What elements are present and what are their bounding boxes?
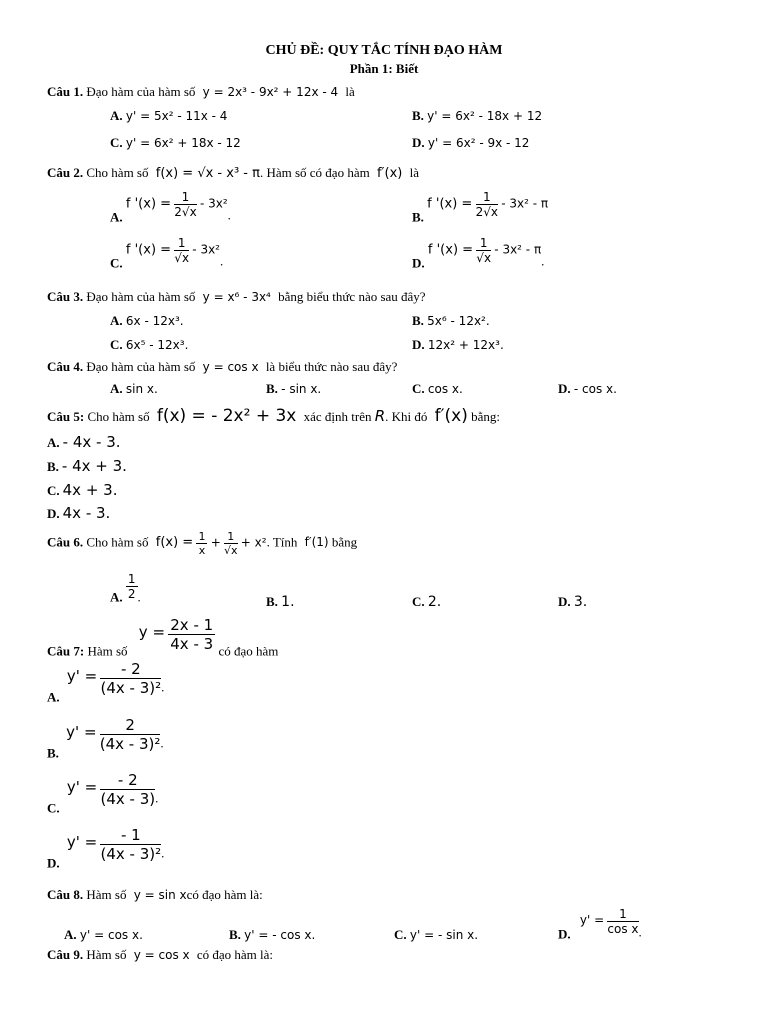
option-c[interactable] [412,381,463,397]
question-term: + x² [240,535,267,550]
question-formula: y = sin x [133,888,187,902]
option-label: B. [266,594,278,609]
option-label: A. [110,209,123,225]
fraction-denominator: 4x - 3 [170,635,214,653]
question-derivative: f′(x) [434,406,468,426]
question-label: Câu 2. [47,165,84,180]
option-label: A. [47,435,60,450]
fraction-numerator: - 2 [100,660,161,679]
option-value: y' = - cos x. [244,928,316,942]
question-text: Hàm số [87,643,128,659]
question-derivative: f′(x) [376,166,403,181]
question-text: Đạo hàm của hàm số [86,84,196,99]
question-label: Câu 8. [47,887,84,902]
option-c[interactable] [110,135,241,151]
option-lhs: y' = [66,723,97,742]
question-suffix: có đạo hàm [218,643,279,659]
option-label: D. [412,135,425,150]
option-label: C. [47,483,60,498]
fraction-denominator: √x [174,251,190,265]
question-text: Cho hàm số [87,409,150,424]
fraction [476,236,491,265]
question-label: Câu 6. [47,534,84,550]
question-formula: y = 2x³ - 9x² + 12x - 4 [202,85,339,99]
option-rest: - 3x² - π [501,196,549,211]
option-a[interactable] [64,927,143,943]
option-lhs: y' = [66,667,98,686]
option-value: - 4x - 3. [62,433,121,451]
option-d[interactable] [412,337,504,353]
option-c[interactable] [412,594,441,610]
fraction-denominator: √x [224,544,238,557]
option-lhs: y' = [579,913,605,928]
fraction [174,190,196,219]
option-c[interactable] [110,337,188,353]
fraction [100,771,155,808]
option-lhs: y' = [66,833,98,852]
option-d[interactable] [47,826,164,871]
option-label: D. [558,381,571,396]
option-lhs: f '(x) = [125,196,172,212]
option-value: y' = 5x² - 11x - 4 [125,109,228,123]
option-label: C. [47,800,60,816]
option-b[interactable] [412,108,542,124]
option-end: . [161,845,165,861]
fraction-numerator: 1 [174,190,196,205]
question-9 [47,947,273,963]
option-label: A. [64,927,77,942]
fraction-numerator: - 1 [100,826,161,845]
question-suffix: bằng biểu thức nào sau đây? [278,289,426,304]
fraction-denominator: (4x - 3)² [99,735,161,753]
option-value: - cos x. [573,382,617,396]
fraction [99,716,164,753]
fraction-numerator: - 2 [100,771,155,790]
fraction-denominator: 2√x [174,205,197,219]
option-value: y' = - sin x. [409,928,479,942]
option-label: B. [47,459,59,474]
option-value: 2. [427,594,442,610]
fraction-denominator: x [198,544,206,557]
question-suffix: là biểu thức nào sau đây? [265,359,398,374]
option-label: C. [110,255,123,271]
option-d[interactable] [558,594,587,610]
option-a[interactable] [110,572,141,605]
question-suffix: là [345,84,355,99]
option-rest: - 3x² [192,242,220,257]
question-formula: y = x⁶ - 3x⁴ [202,290,271,304]
option-value: 4x - 3. [62,504,111,522]
question-mid: . Hàm số có đạo hàm [259,165,370,180]
option-d[interactable] [412,135,529,151]
option-b[interactable] [47,457,127,475]
fraction [476,190,498,219]
fraction [168,616,215,653]
fraction [196,530,207,557]
option-b[interactable] [266,381,321,397]
option-c[interactable] [394,927,478,943]
question-label: Câu 3. [47,289,84,304]
fraction-numerator: 2x - 1 [170,616,214,634]
option-b[interactable] [412,313,490,329]
question-mid2: . Khi đó [385,409,428,424]
option-label: D. [558,926,571,942]
question-text: Cho hàm số [86,534,149,550]
option-end: . [220,253,224,269]
option-value: y' = 6x² + 18x - 12 [125,136,241,150]
option-label: D. [47,506,60,521]
option-value: 12x² + 12x³. [427,338,504,352]
fraction [100,826,161,863]
option-label: C. [394,927,407,942]
option-label: A. [110,381,123,396]
question-label: Câu 5: [47,409,85,424]
option-a[interactable] [110,108,227,124]
option-label: A. [110,108,123,123]
option-value: 6x - 12x³. [125,314,184,328]
fraction-numerator: 1 [476,190,498,205]
option-a[interactable] [47,433,121,451]
fraction-numerator: 2 [100,716,161,735]
fraction-denominator: √x [476,251,492,265]
question-lhs: f(x) = [155,535,194,551]
option-end: . [227,207,231,223]
question-2 [47,165,419,181]
option-a[interactable] [110,190,231,225]
fraction [100,660,161,697]
option-value: 1. [281,594,295,610]
question-3 [47,289,426,305]
question-formula: y = cos x [202,360,259,374]
option-label: D. [412,337,425,352]
question-5 [47,406,500,426]
option-value: y' = 6x² - 9x - 12 [427,136,530,150]
question-label: Câu 7: [47,643,85,659]
fraction-denominator: (4x - 3) [100,790,156,808]
question-suffix: có đạo hàm là: [196,947,274,962]
option-label: C. [110,337,123,352]
fraction [607,907,638,936]
option-label: B. [412,209,424,225]
option-value: y' = cos x. [79,928,143,942]
option-label: C. [412,594,425,609]
option-value: - sin x. [281,382,322,396]
option-end: . [541,253,545,269]
fraction-denominator: cos x [607,922,639,936]
question-lhs: y = [138,623,166,642]
question-label: Câu 4. [47,359,84,374]
option-value: cos x. [427,382,463,396]
question-text: Đạo hàm của hàm số [86,289,196,304]
option-label: A. [110,589,123,605]
option-value: y' = 6x² - 18x + 12 [427,109,543,123]
option-label: B. [266,381,278,396]
option-c[interactable] [47,771,158,816]
page-title: CHỦ ĐỀ: QUY TẮC TÍNH ĐẠO HÀM [265,43,503,58]
question-text: Hàm số [86,887,127,902]
option-value: 3. [573,594,588,610]
option-label: B. [47,745,59,761]
option-a[interactable] [110,313,184,329]
question-suffix: có đạo hàm là: [186,887,263,902]
question-1 [47,84,355,100]
option-a[interactable] [47,660,164,705]
option-lhs: f '(x) = [427,242,474,258]
fraction-numerator: 1 [607,907,638,922]
question-4 [47,359,397,375]
question-formula: f(x) = √x - x³ - π [155,166,260,181]
fraction [174,236,189,265]
option-label: D. [47,855,60,871]
option-c[interactable] [110,236,223,271]
option-value: - 4x + 3. [61,457,127,475]
option-end: . [160,735,164,751]
question-suffix: bằng: [471,409,500,424]
option-label: C. [110,135,123,150]
fraction-numerator: 1 [127,572,136,586]
question-suffix: bằng [331,534,358,550]
question-text: Cho hàm số [86,165,149,180]
question-label: Câu 9. [47,947,84,962]
fraction-numerator: 1 [476,236,491,251]
question-formula: y = cos x [133,948,190,962]
option-value: 5x⁶ - 12x². [427,314,490,328]
option-label: B. [412,313,424,328]
option-b[interactable] [412,190,548,225]
question-formula: f(x) = - 2x² + 3x [156,406,297,426]
fraction [224,530,238,557]
fraction-numerator: 1 [224,530,238,544]
question-mid: xác định trên [303,409,372,424]
option-label: D. [558,594,571,609]
option-label: D. [412,255,425,271]
option-lhs: f '(x) = [125,242,172,258]
fraction-denominator: (4x - 3)² [100,679,162,697]
option-label: A. [110,313,123,328]
question-7 [47,616,278,659]
option-end: . [155,790,159,806]
option-d[interactable] [47,504,110,522]
option-d[interactable] [558,381,617,397]
fraction-numerator: 1 [198,530,206,543]
option-value: 4x + 3. [62,481,118,499]
question-suffix: là [409,165,419,180]
option-label: B. [229,927,241,942]
option-rest: - 3x² - π [494,242,542,257]
question-mid: . Tính [266,534,298,550]
page-subtitle: Phần 1: Biết [349,61,419,76]
question-label: Câu 1. [47,84,84,99]
fraction-denominator: (4x - 3)² [100,845,162,863]
option-d[interactable] [558,907,642,942]
question-text: Đạo hàm của hàm số [86,359,196,374]
option-label: A. [47,689,60,705]
question-set: R [374,407,386,425]
option-value: 6x⁵ - 12x³. [125,338,189,352]
fraction-numerator: 1 [174,236,189,251]
question-text: Hàm số [86,947,127,962]
option-c[interactable] [47,481,117,499]
option-label: C. [412,381,425,396]
question-ask: f′(1) [304,535,329,550]
fraction [126,572,138,601]
option-b[interactable] [266,594,295,610]
option-lhs: y' = [66,778,98,797]
option-a[interactable] [110,381,158,397]
option-label: B. [412,108,424,123]
option-d[interactable] [412,236,544,271]
option-end: . [137,589,141,605]
option-value: sin x. [125,382,158,396]
option-end: . [638,924,642,940]
option-b[interactable] [229,927,315,943]
option-lhs: f '(x) = [427,196,473,212]
fraction-denominator: 2 [127,587,136,601]
option-b[interactable] [47,716,164,761]
fraction-denominator: 2√x [475,205,498,219]
plus-sign: + [210,535,221,550]
option-end: . [161,679,165,695]
question-6 [47,530,357,557]
question-8 [47,887,263,903]
option-rest: - 3x² [199,196,228,211]
